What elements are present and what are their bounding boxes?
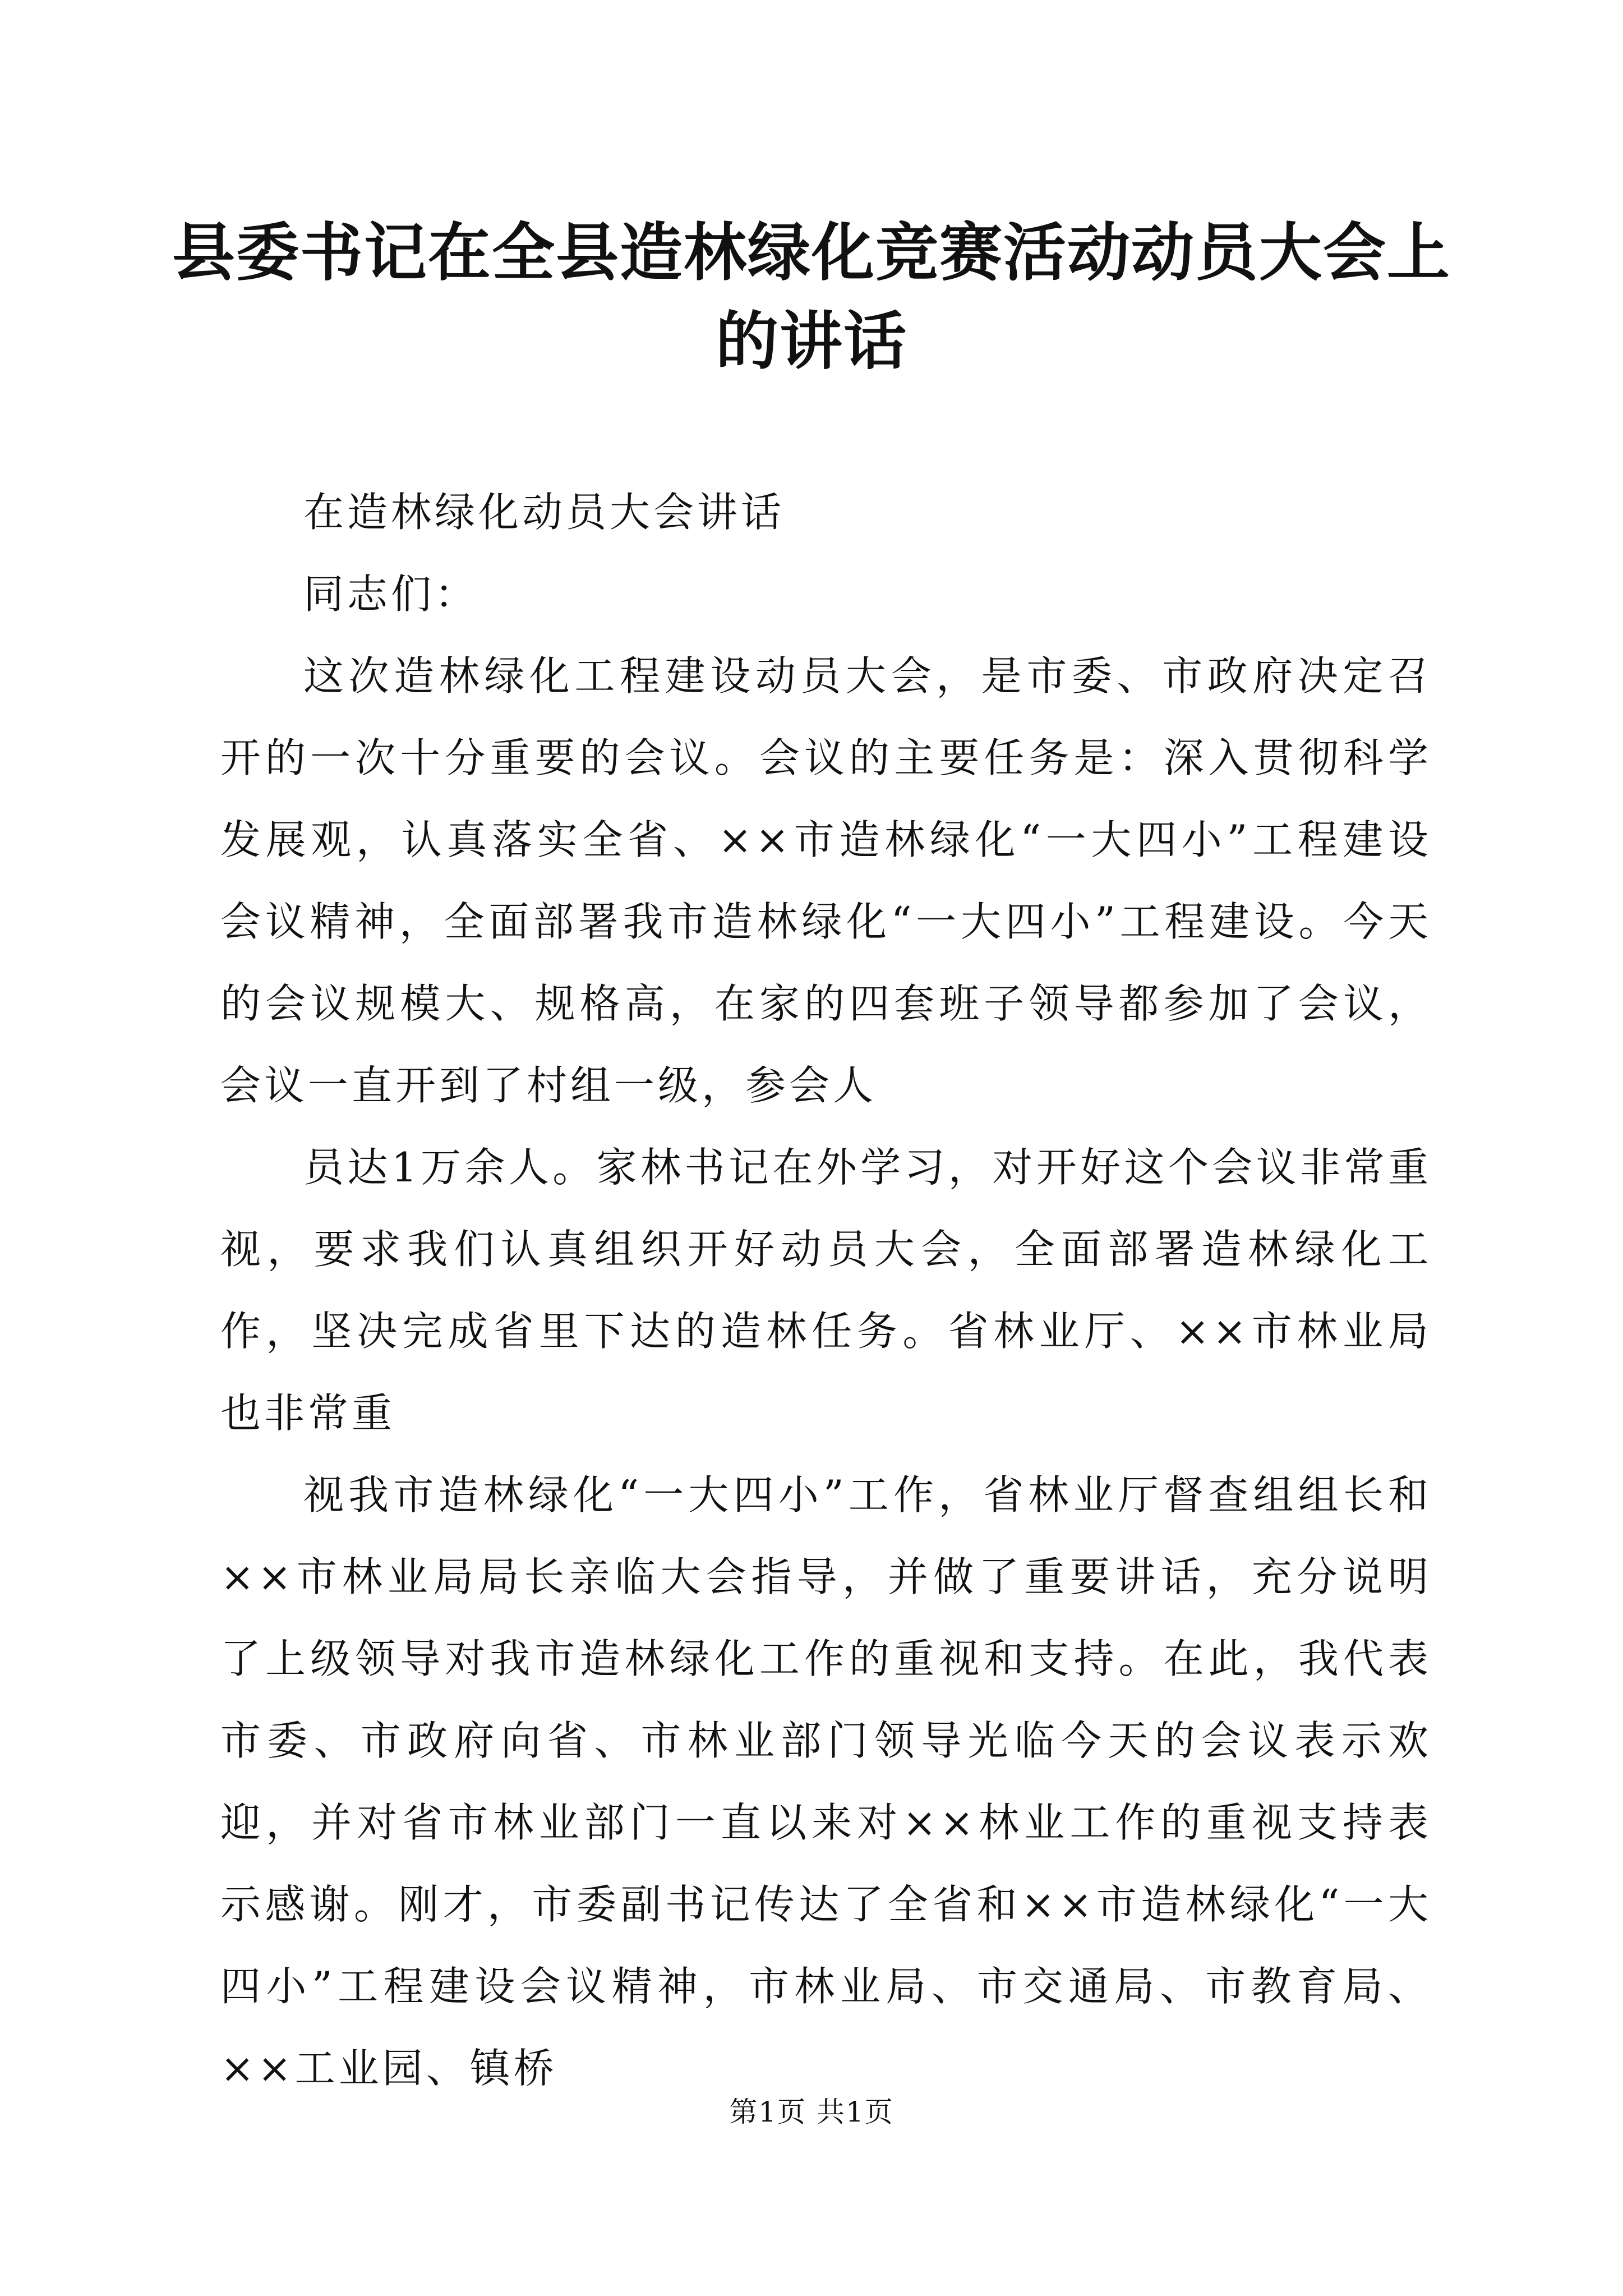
paragraph-greeting: 同志们：	[303, 570, 479, 618]
title-line-2: 的讲话	[716, 305, 907, 378]
paragraph: 视我市造林绿化“一大四小”工作，省林业厅督查组组长和××市林业局局长亲临大会指导，并做了重要讲话，充分说明了上级领导对我市造林绿化工作的重视和支持。在此，我代表市委、市政府向省、市林业部门领导光临今天的会议表示欢迎，并对省市林业部门一直以来对××林业工作的重视支持表示感谢。刚才，市委副书记传达了全省和××市造林绿化“一大四小”工程建设会议精神，市林业局、市交通局、市教育局、××工业园、镇桥	[220, 1471, 1432, 2092]
title-line-1: 县委书记在全县造林绿化竞赛活动动员大会上	[172, 216, 1451, 289]
page-footer: 第1页 共1页	[729, 2096, 894, 2128]
paragraph: 这次造林绿化工程建设动员大会，是市委、市政府决定召开的一次十分重要的会议。会议的主要任务是：深入贯彻科学发展观，认真落实全省、××市造林绿化“一大四小”工程建设会议精神，全面部署我市造林绿化“一大四小”工程建设。今天的会议规模大、规格高，在家的四套班子领导都参加了会议，会议一直开到了村组一级，参会人	[220, 652, 1432, 1109]
document-body	[220, 471, 1432, 2109]
paragraph: 员达1万余人。家林书记在外学习，对开好这个会议非常重视，要求我们认真组织开好动员大会，全面部署造林绿化工作，坚决完成省里下达的造林任务。省林业厅、××市林业局也非常重	[220, 1144, 1432, 1437]
document-title	[168, 209, 1455, 386]
paragraph-subtitle: 在造林绿化动员大会讲话	[303, 489, 785, 536]
